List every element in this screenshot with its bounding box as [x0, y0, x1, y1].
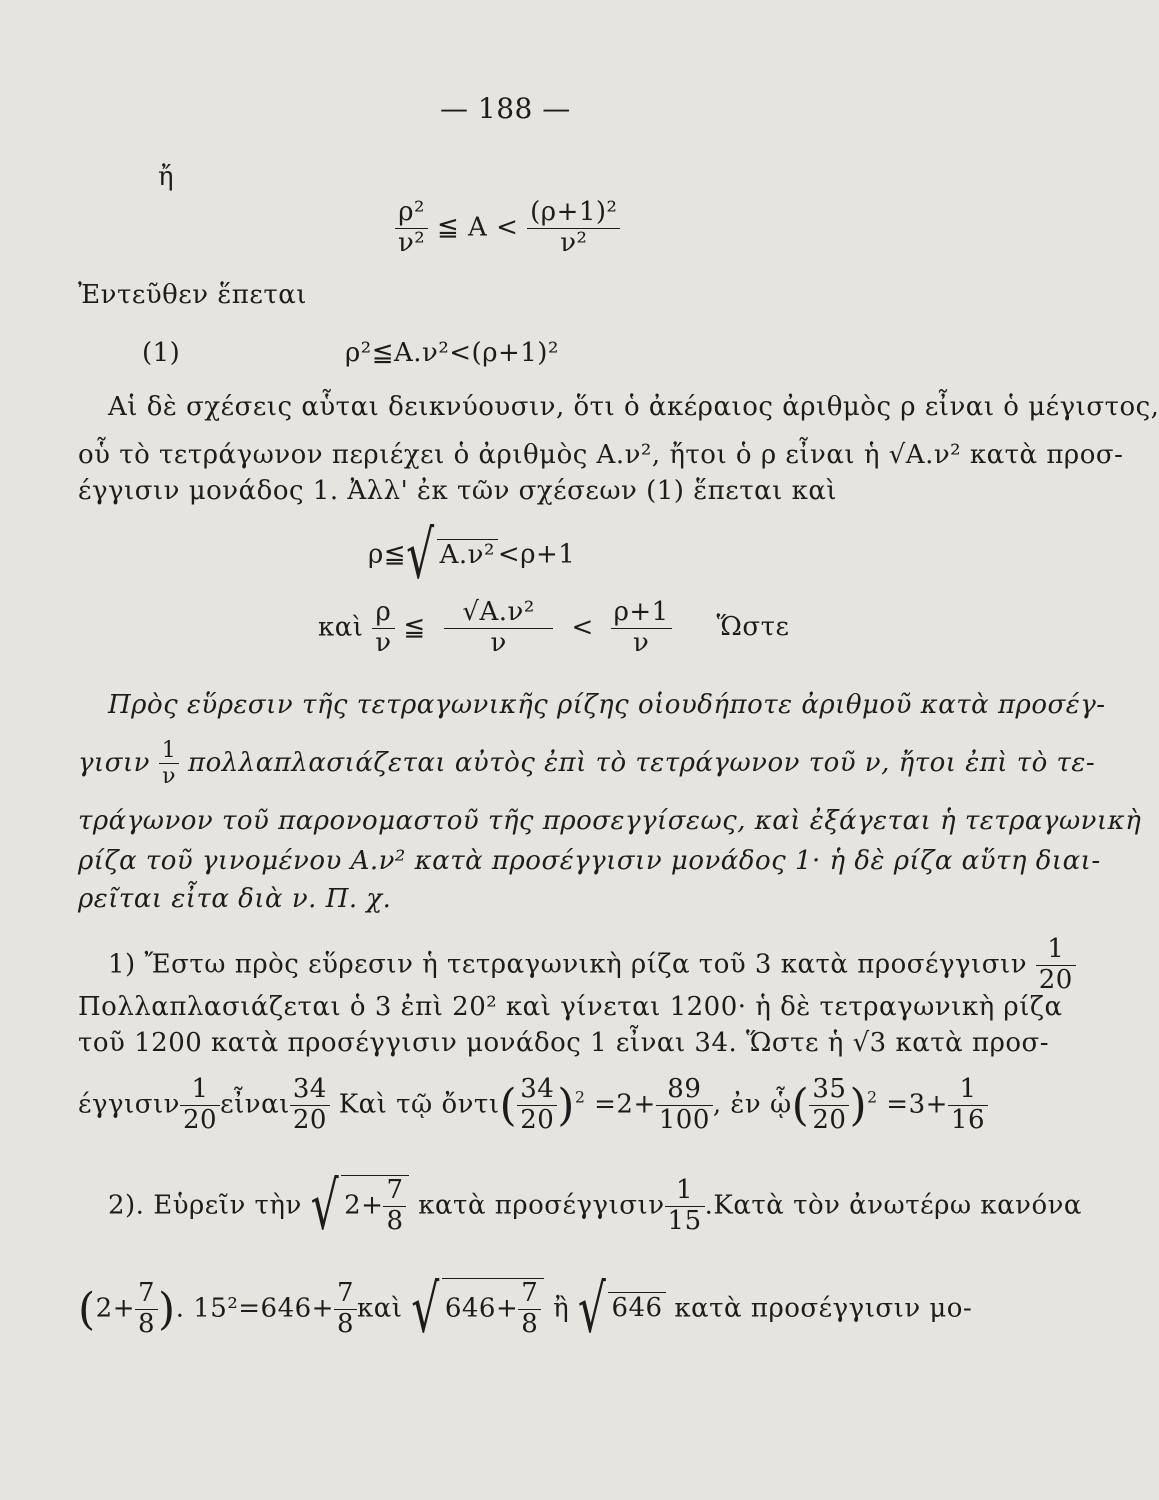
- eq3-hoste: Ὥστε: [716, 612, 790, 643]
- page-number: — 188 —: [440, 92, 571, 125]
- para1-line1: Αἱ δὲ σχέσεις αὗται δεικνύουσιν, ὅτι ὁ ἀκέραιος ἀριθμὸς ρ εἶναι ὁ μέγιστος,: [108, 392, 1159, 422]
- eq2: [368, 517, 576, 594]
- eq2-left: ρ≦: [368, 539, 407, 570]
- ex1-line1: 1) Ἔστω πρὸς εὕρεσιν ἡ τετραγωνικὴ ρίζα τοῦ 3 κατὰ προσέγγισιν $\frac{1}{20}$: [108, 935, 1076, 996]
- ineq-op: ≦ A <: [437, 212, 519, 243]
- radical-sign-icon: √: [577, 1271, 607, 1348]
- eq3-kai: καὶ: [318, 612, 364, 643]
- text-enteuthen: Ἐντεῦθεν ἕπεται: [78, 280, 307, 310]
- eq1-label: (1): [142, 338, 181, 368]
- para1-line2: οὗ τὸ τετράγωνον περιέχει ὁ ἀριθμὸς A.ν², ἤτοι ὁ ρ εἶναι ἡ √A.ν² κατὰ προσ-: [78, 440, 1124, 470]
- ex1-line3: τοῦ 1200 κατὰ προσέγγισιν μονάδος 1 εἶναι 34. Ὥστε ἡ √3 κατὰ προσ-: [78, 1028, 1050, 1058]
- frac-den: ν²: [398, 227, 426, 258]
- para2-line3: τράγωνον τοῦ παρονομαστοῦ τῆς προσεγγίσεως, καὶ ἐξάγεται ἡ τετραγωνικὴ: [78, 806, 1142, 836]
- ex1-line4: έγγισιν $\frac{1}{20}$ εἶναι $\frac{34}{20}$ Καὶ τῷ ὄντι( $\frac{34}{20}$ )$^2$ =2+ $\frac{89}{100}$ , ἐν ᾧ( $\frac{35}{20}$ )$^2$ =3+ $\frac{1}{16}$: [78, 1075, 988, 1136]
- text-eta: ἤ: [158, 162, 175, 192]
- para2-line5: ρεῖται εἶτα διὰ ν. Π. χ.: [78, 884, 392, 914]
- para2-line2: γισιν $\frac{1}{\nu}$ πολλαπλασιάζεται αὐτὸς ἐπὶ τὸ τετράγωνον τοῦ ν, ἤτοι ἐπὶ τὸ τε-: [78, 738, 1096, 790]
- para1-line3: έγγισιν μονάδος 1. Ἀλλ' ἐκ τῶν σχέσεων (1) ἕπεται καὶ: [78, 476, 838, 506]
- eq1: ρ²≦A.ν²<(ρ+1)²: [345, 338, 559, 368]
- radical-sign-icon: √: [310, 1168, 340, 1245]
- radical-sign-icon: √: [406, 517, 435, 594]
- eq2-right: <ρ+1: [497, 539, 576, 570]
- inequality-top: [395, 198, 620, 259]
- radical-sign-icon: √: [411, 1271, 440, 1348]
- eq3: καὶ $\frac{\rho}{\nu}$ ≦ $\frac{\text{√A.ν²}}{\nu}$ < $\frac{\rho+1}{\nu}$ Ὥστε: [318, 597, 790, 658]
- ex2-line2: (2+ $\frac{7}{8}$ ). 15²=646+ $\frac{7}{8}$ καὶ √ 646+ $\frac{7}{8}$ ἢ √ 646 κατὰ προσέγγισιν μο-: [78, 1271, 973, 1348]
- ex2-line1: 2). Εὑρεῖν τὴν √ 2+ $\frac{7}{8}$ κατὰ προσέγγισιν $\frac{1}{15}$ .Κατὰ τὸν ἀνωτέρω κανόνα: [108, 1168, 1082, 1245]
- frac-num: (ρ+1)²: [527, 198, 620, 229]
- frac-den: ν²: [560, 227, 588, 258]
- eq2-radicand: A.ν²: [437, 539, 498, 570]
- para2-line1: Πρὸς εὕρεσιν τῆς τετραγωνικῆς ρίζης οἱουδήποτε ἀριθμοῦ κατὰ προσέγ-: [108, 690, 1106, 720]
- ex1-line2: Πολλαπλασιάζεται ὁ 3 ἐπὶ 20² καὶ γίνεται 1200· ἡ δὲ τετραγωνικὴ ρίζα: [78, 992, 1063, 1022]
- frac-num: ρ²: [395, 198, 428, 229]
- para2-line4: ρίζα τοῦ γινομένου A.ν² κατὰ προσέγγισιν μονάδος 1· ἡ δὲ ρίζα αὕτη διαι-: [78, 846, 1101, 876]
